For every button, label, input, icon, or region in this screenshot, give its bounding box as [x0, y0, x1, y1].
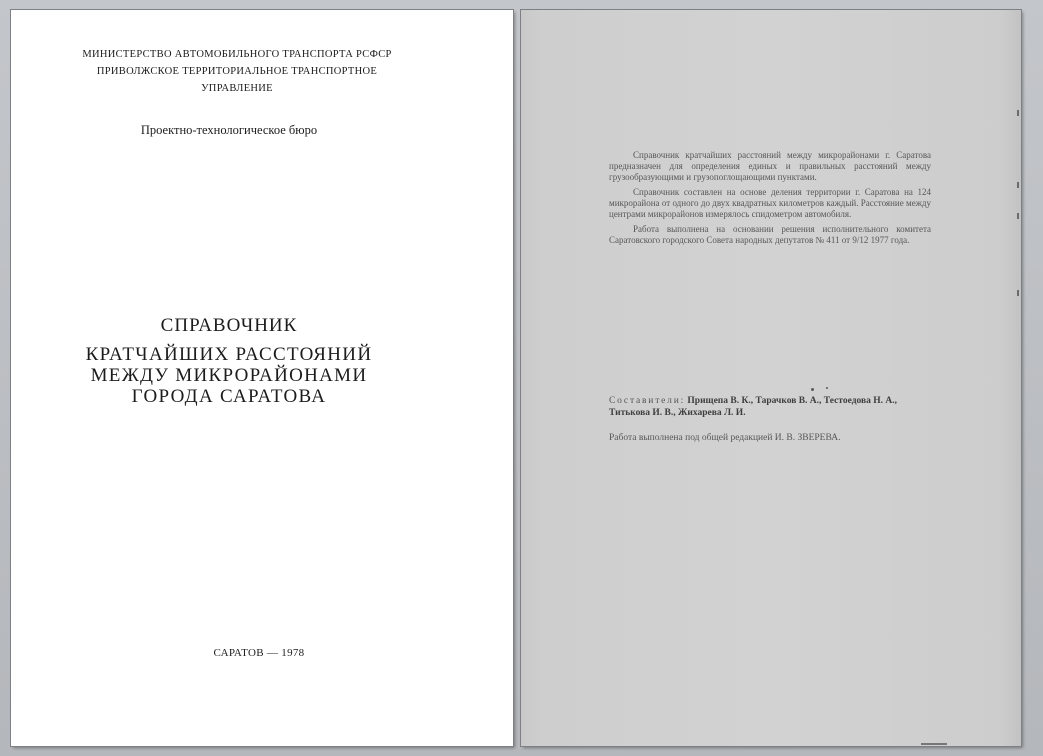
imprint-city-year: САРАТОВ — 1978 [213, 647, 305, 659]
ministry-line: УПРАВЛЕНИЕ [201, 83, 273, 94]
title-page [11, 10, 513, 746]
abstract-text [609, 150, 931, 250]
reverse-title-page [521, 10, 1021, 746]
edge-mark [1017, 182, 1019, 188]
compilers-names: Прищепа В. К., Тарачков В. А., Тестоедова Н. А., Титькова И. В., Жихарева Л. И. [609, 396, 898, 418]
abstract-paragraph: Справочник кратчайших расстояний между микрорайонами г. Саратова предназначен для определения единых и правильных расстояний между грузообразующими и грузопоглощающими пунктами. [609, 150, 931, 182]
abstract-paragraph: Справочник составлен на основе деления территории г. Саратова на 124 микрорайона от одного до двух квадратных километров каждый. Расстояние между центрами микрорайонов измерялось спидометром автомобиля. [609, 187, 931, 219]
subtitle-line: КРАТЧАЙШИХ РАССТОЯНИЙ [85, 344, 373, 365]
book-subtitle [11, 344, 447, 407]
ministry-line: МИНИСТЕРСТВО АВТОМОБИЛЬНОГО ТРАНСПОРТА РСФСР [82, 49, 392, 60]
compilers-credit [609, 396, 931, 419]
edge-mark [921, 743, 947, 745]
scan-speck [826, 387, 828, 389]
book-title: СПРАВОЧНИК [160, 315, 298, 336]
subtitle-line: МЕЖДУ МИКРОРАЙОНАМИ [90, 365, 368, 386]
edge-mark [1017, 213, 1019, 219]
ministry-header [11, 46, 463, 97]
subtitle-line: ГОРОДА САРАТОВА [131, 386, 327, 407]
edge-mark [1017, 110, 1019, 116]
scan-speck [811, 388, 814, 391]
edge-mark [1017, 290, 1019, 296]
bureau-name: Проектно-технологическое бюро [140, 123, 318, 137]
abstract-paragraph: Работа выполнена на основании решения исполнительного комитета Саратовского городского Совета народных депутатов № 411 от 9/12 1977 года. [609, 224, 931, 245]
compilers-label: Составители: [609, 396, 686, 406]
editor-credit: Работа выполнена под общей редакцией И. В. ЗВЕРЕВА. [609, 433, 841, 443]
ministry-line: ПРИВОЛЖСКОЕ ТЕРРИТОРИАЛЬНОЕ ТРАНСПОРТНОЕ [96, 66, 378, 77]
